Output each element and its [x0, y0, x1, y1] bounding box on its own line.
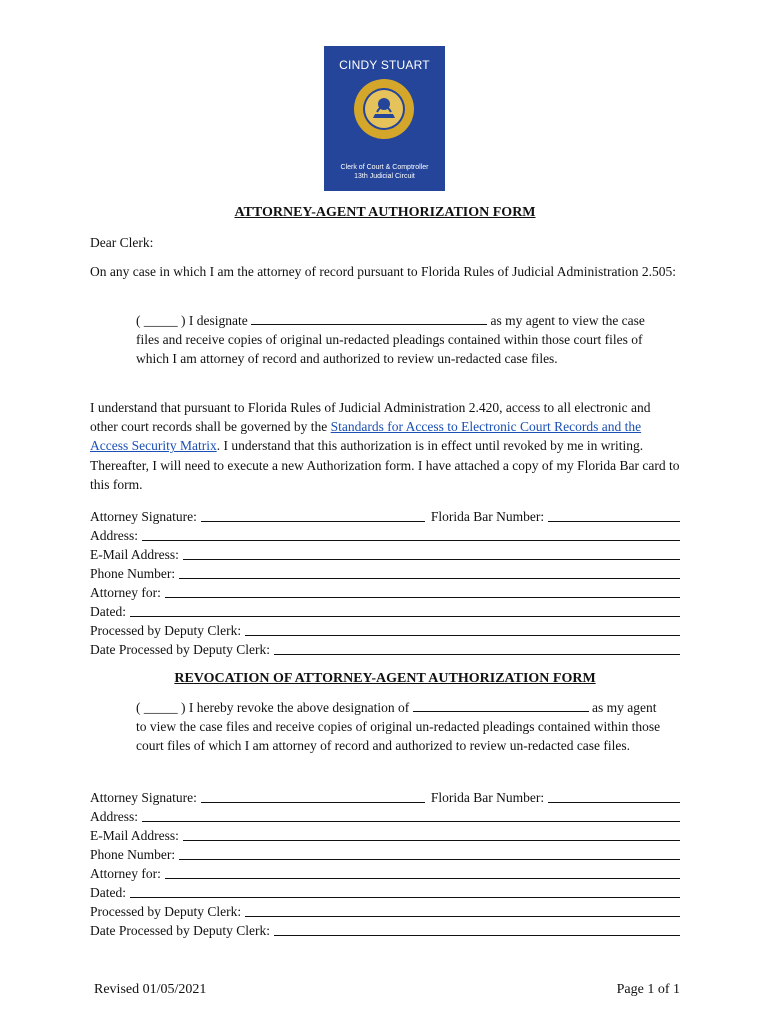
- field-label: Attorney for:: [90, 866, 161, 881]
- field-label: Date Processed by Deputy Clerk:: [90, 923, 270, 938]
- body-text-before-link: I understand that pursuant to Florida Rules of Judicial Administration 2.420, access to all electronic and other court records shall be governed by the: [90, 400, 651, 435]
- email-line[interactable]: [183, 559, 680, 560]
- attorney-for-line[interactable]: [165, 597, 680, 598]
- intro-paragraph: On any case in which I am the attorney of record pursuant to Florida Rules of Judicial Administration 2.505:: [90, 264, 676, 279]
- address-line[interactable]: [142, 540, 680, 541]
- field-label: E-Mail Address:: [90, 547, 179, 562]
- logo-subtitle-line2: 13th Judicial Circuit: [354, 172, 415, 180]
- processed-by-field[interactable]: [90, 620, 680, 639]
- field-label: Dated:: [90, 604, 126, 619]
- bar-number-line[interactable]: [548, 802, 680, 803]
- phone-line[interactable]: [179, 859, 680, 860]
- revocation-attorney-for-field[interactable]: [90, 863, 680, 882]
- field-label: Address:: [90, 809, 138, 824]
- revocation-dated-field[interactable]: [90, 882, 680, 901]
- revocation-signature-field[interactable]: [90, 787, 680, 806]
- revoke-body: my agent to view the case files and receive copies of original un-redacted pleadings contained within those court files of which I am attorney of record and authorized to review un-redacted case files.: [136, 700, 661, 754]
- date-processed-line[interactable]: [274, 935, 680, 936]
- field-label: Processed by Deputy Clerk:: [90, 623, 242, 638]
- body-paragraph: [90, 398, 680, 494]
- email-line[interactable]: [183, 840, 680, 841]
- field-label: Dated:: [90, 885, 126, 900]
- processed-by-line[interactable]: [245, 916, 680, 917]
- agent-name-blank[interactable]: [251, 312, 487, 325]
- phone-line[interactable]: [179, 578, 680, 579]
- revocation-processed-by-field[interactable]: [90, 901, 680, 920]
- court-seal-icon: [353, 78, 415, 140]
- field-label: Phone Number:: [90, 847, 176, 862]
- signature-line[interactable]: [201, 521, 425, 522]
- designate-paragraph: [136, 311, 666, 369]
- address-field[interactable]: [90, 525, 680, 544]
- standards-link[interactable]: Standards for Access to Electronic Court Records and the Access Security Matrix: [90, 419, 642, 454]
- revocation-paragraph: [136, 698, 666, 756]
- form-title: ATTORNEY-AGENT AUTHORIZATION FORM: [234, 205, 536, 220]
- phone-field[interactable]: [90, 563, 680, 582]
- field-label: Attorney Signature:: [90, 509, 197, 524]
- date-processed-field[interactable]: [90, 639, 680, 658]
- dated-line[interactable]: [130, 616, 680, 617]
- revocation-email-field[interactable]: [90, 825, 680, 844]
- field-label: Florida Bar Number:: [430, 790, 545, 805]
- processed-by-line[interactable]: [245, 635, 680, 636]
- logo-subtitle-line1: Clerk of Court & Comptroller: [340, 164, 429, 171]
- designate-rest: as my agent to view the case files and receive copies of original un-redacted pleadings contained within those court files of which I am attorney of record and authorized to review un-redacted case files.: [136, 313, 645, 367]
- field-label: Attorney Signature:: [90, 790, 197, 805]
- revised-date: Revised 01/05/2021: [94, 982, 207, 997]
- logo-name: CINDY STUART: [339, 58, 430, 72]
- revoke-rest: as: [592, 700, 604, 715]
- address-line[interactable]: [142, 821, 680, 822]
- dated-field[interactable]: [90, 601, 680, 620]
- salutation: Dear Clerk:: [90, 235, 154, 250]
- clerk-logo: [324, 46, 445, 191]
- revoked-agent-blank[interactable]: [413, 699, 589, 712]
- revocation-title: REVOCATION OF ATTORNEY-AGENT AUTHORIZATION FORM: [174, 671, 596, 686]
- attorney-signature-field[interactable]: [90, 506, 680, 525]
- dated-line[interactable]: [130, 897, 680, 898]
- revocation-address-field[interactable]: [90, 806, 680, 825]
- revoke-prefix: ( _____ ) I hereby revoke the above designation of: [136, 700, 410, 715]
- attorney-for-field[interactable]: [90, 582, 680, 601]
- field-label: Date Processed by Deputy Clerk:: [90, 642, 270, 657]
- designate-prefix: ( _____ ) I designate: [136, 313, 248, 328]
- field-label: Attorney for:: [90, 585, 161, 600]
- revocation-phone-field[interactable]: [90, 844, 680, 863]
- attorney-for-line[interactable]: [165, 878, 680, 879]
- logo-subtitle: [324, 164, 445, 181]
- field-label: Processed by Deputy Clerk:: [90, 904, 242, 919]
- body-text-after-link: . I understand that this authorization is in effect until revoked by me in writing. Thereafter, I will need to execute a new Authorization form. I have attached a copy of my Florida Bar card to this form.: [90, 438, 680, 492]
- bar-number-line[interactable]: [548, 521, 680, 522]
- field-label: Florida Bar Number:: [430, 509, 545, 524]
- field-label: E-Mail Address:: [90, 828, 179, 843]
- revocation-date-processed-field[interactable]: [90, 920, 680, 939]
- email-field[interactable]: [90, 544, 680, 563]
- date-processed-line[interactable]: [274, 654, 680, 655]
- signature-line[interactable]: [201, 802, 425, 803]
- field-label: Address:: [90, 528, 138, 543]
- field-label: Phone Number:: [90, 566, 176, 581]
- page-number: Page 1 of 1: [616, 982, 680, 997]
